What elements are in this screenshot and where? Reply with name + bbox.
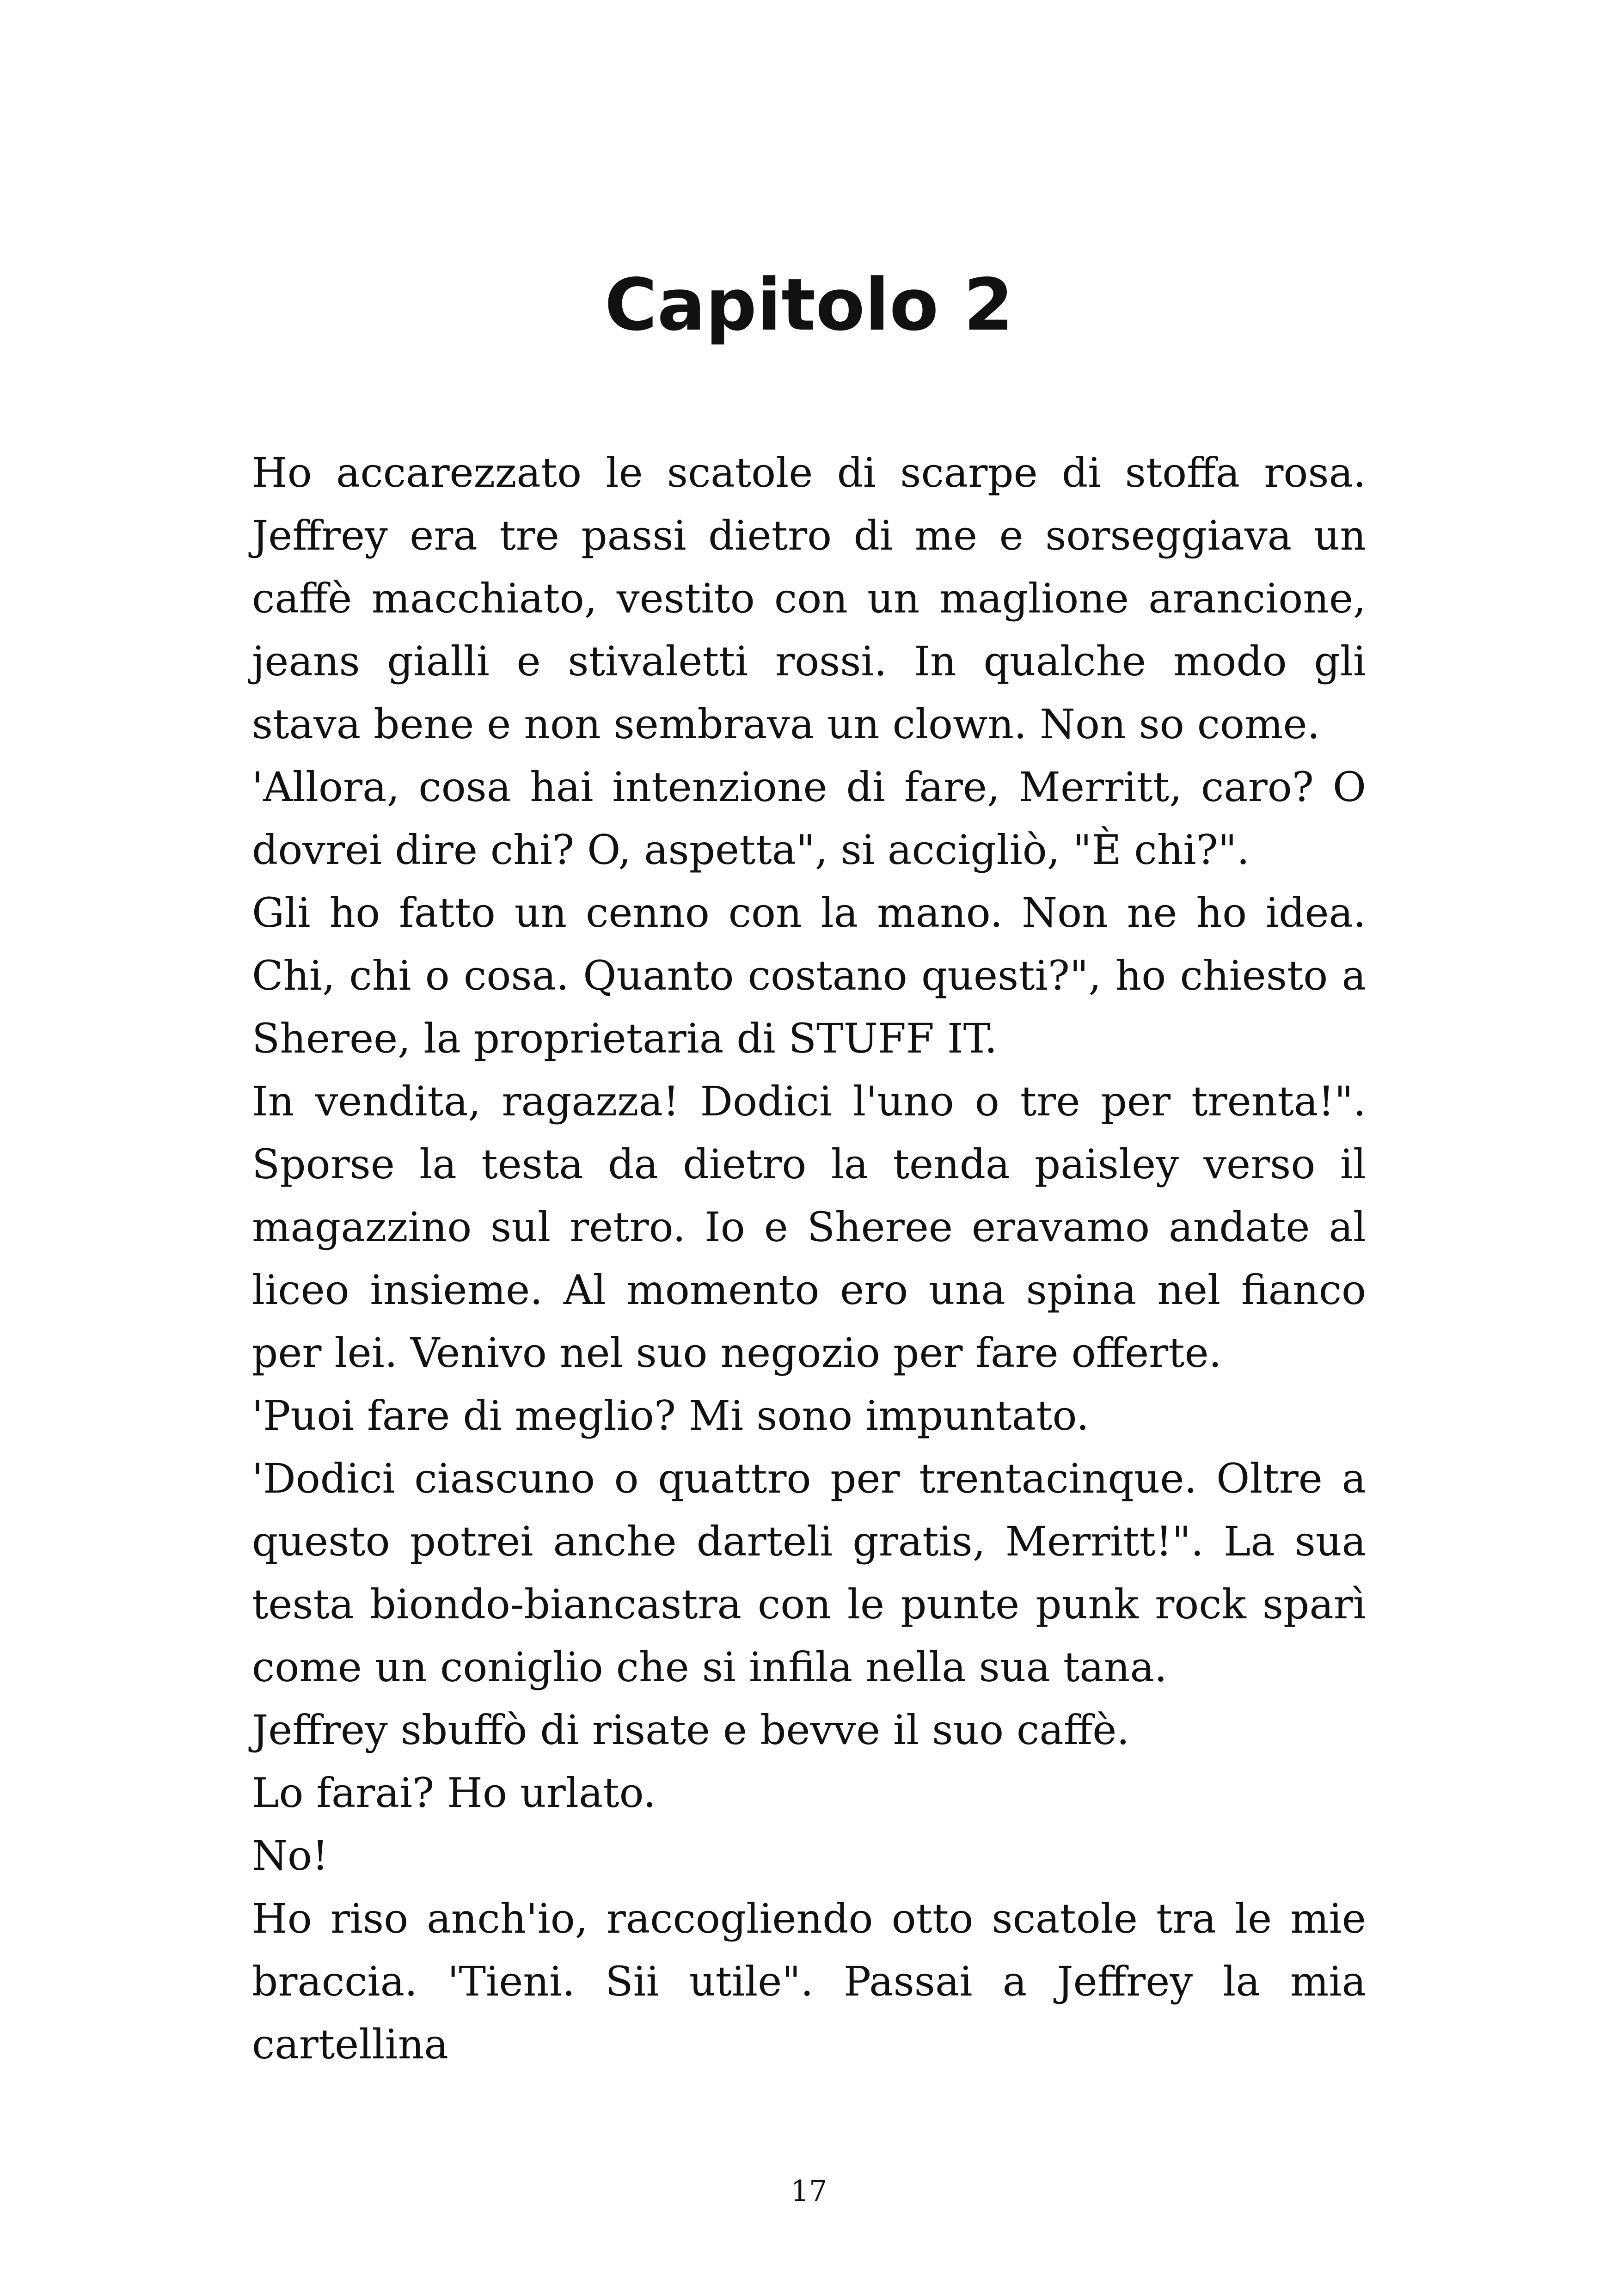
chapter-title: Capitolo 2 [604,263,1014,347]
paragraph: Ho riso anch'io, raccogliendo otto scatole tra le mie braccia. 'Tieni. Sii utile". Passai a Jeffrey la mia cartellina [252,1895,1366,2068]
paragraph: Jeffrey sbuffò di risate e bevve il suo caffè. [252,1706,1130,1754]
paragraph: Gli ho fatto un cenno con la mano. Non ne ho idea. Chi, chi o cosa. Quanto costano questi?", ho chiesto a Sheree, la proprietaria di STUFF IT. [252,889,1366,1062]
paragraph: In vendita, ragazza! Dodici l'uno o tre per trenta!". Sporse la testa da dietro la tenda paisley verso il magazzino sul retro. Io e Sheree eravamo andate al liceo insieme. Al momento ero una spina nel fianco per lei. Venivo nel suo negozio per fare offerte. [252,1078,1366,1377]
paragraph: Ho accarezzato le scatole di scarpe di stoffa rosa. Jeffrey era tre passi dietro di me e sorseggiava un caffè macchiato, vestito con un maglione arancione, jeans gialli e stivaletti rossi. In qualche modo gli stava bene e non sembrava un clown. Non so come. [252,449,1366,748]
page-number: 17 [791,2174,827,2208]
paragraph: 'Allora, cosa hai intenzione di fare, Merritt, caro? O dovrei dire chi? O, aspetta", si accigliò, "È chi?". [252,763,1366,874]
paragraph: 'Puoi fare di meglio? Mi sono impuntato. [252,1392,1089,1439]
chapter-body [252,441,1366,2076]
paragraph: Lo farai? Ho urlato. [252,1769,656,1817]
paragraph: 'Dodici ciascuno o quattro per trentacinque. Oltre a questo potrei anche darteli gratis, Merritt!". La sua testa biondo-biancastra con le punte punk rock sparì come un coniglio che si infila nella sua tana. [252,1455,1366,1691]
paragraph: No! [252,1832,329,1880]
